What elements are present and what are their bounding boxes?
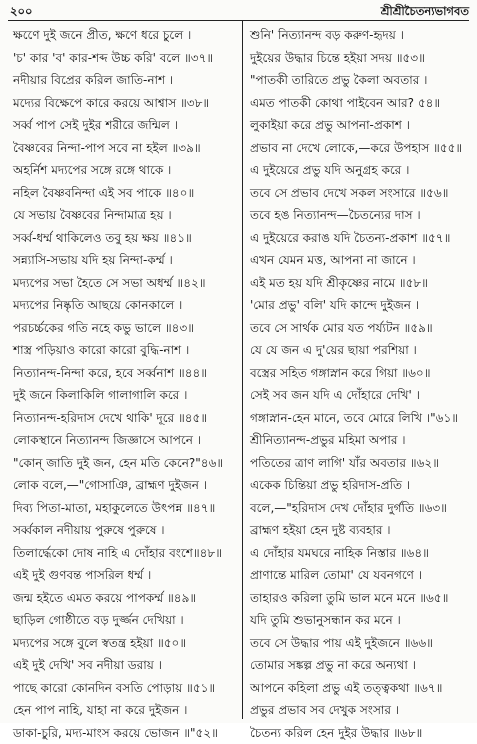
- right-verse-line: তাহারও করিলা তুমি ভাল মনে মনে ॥৬৫॥: [250, 587, 472, 610]
- right-verse-line: এ দুইয়েরে করাঙ যদি চৈতন্য-প্রকাশ ॥৫৭॥: [250, 227, 472, 250]
- book-title: শ্রীশ্রীচৈতন্যভাগবত: [381, 3, 469, 22]
- left-verse-line: দুই জনে কিলাকিলি গালাগালি করে ।: [13, 384, 247, 407]
- left-verse-line: শাস্ত্র পড়িয়াও কারো কারো বুদ্ধি-নাশ ।: [13, 339, 247, 362]
- right-verse-line: বলে,—"হরিদাস দেখ দোঁহার দুর্গতি ॥৬৩॥: [250, 497, 472, 520]
- left-verse-line: ছাড়িল গোষ্ঠীতে বড় দুর্জ্জন দেখিয়া ।: [13, 609, 247, 632]
- right-verse-line: এই মত হয় যদি শ্রীকৃষ্ণের নামে ॥৫৮॥: [250, 272, 472, 295]
- left-verse-line: সর্ব্বকাল নদীয়ায় পুরুষে পুরুষে ।: [13, 519, 247, 542]
- right-verse-line: পতিতের ত্রাণ লাগি' যাঁর অবতার ॥৬২॥: [250, 452, 472, 475]
- right-verse-line: দুইয়ের উদ্ধার চিন্তে হইয়া সদয় ॥৫৩॥: [250, 47, 472, 70]
- left-verse-line: সন্ন্যাসি-সভায় যদি হয় নিন্দা-কর্ম্ম ।: [13, 249, 247, 272]
- right-verse-line: তবে সে সার্থক মোর যত পর্য্যটন ॥৫৯॥: [250, 317, 472, 340]
- right-verse-line: তবে সে প্রভাব দেখে সকল সংসারে ॥৫৬॥: [250, 182, 472, 205]
- left-verse-line: মদ্যপের সঙ্গে বুলে স্বতন্ত্র হইয়া ॥৫০॥: [13, 632, 247, 655]
- right-verse-line: যে যে জন এ দু'য়ের ছায়া পরশিয়া ।: [250, 339, 472, 362]
- left-verse-line: 'চ' কার 'ব' কার-শব্দ উচ্চ করি' বলে ॥৩৭॥: [13, 47, 247, 70]
- right-verse-line: সেই সব জন যদি এ দোঁহারে দেখি' ।: [250, 384, 472, 407]
- right-verse-line: একেক চিন্তিয়া প্রভু হরিদাস-প্রতি ।: [250, 474, 472, 497]
- left-verse-line: নদীয়ার বিপ্রের করিল জাতি-নাশ ।: [13, 69, 247, 92]
- right-column: [250, 24, 472, 744]
- left-verse-line: ক্ষণেে দুই জনে প্রীত, ক্ষণে ধরে চুলে ।: [13, 24, 247, 47]
- right-verse-line: যদি তুমি শুভানুসন্ধান কর মনে ।: [250, 609, 472, 632]
- left-verse-line: বৈষ্ণবের নিন্দা-পাপ সবে না হইল ॥৩৯॥: [13, 137, 247, 160]
- right-verse-line: প্রাণান্তে মারিল তোমা' যে যবনগণে ।: [250, 564, 472, 587]
- right-verse-line: এ দুইয়েরে প্রভু যদি অনুগ্রহ করে ।: [250, 159, 472, 182]
- right-verse-line: এ দোঁহার যমঘরে নাহিক নিস্তার ॥৬৪॥: [250, 542, 472, 565]
- running-header: [10, 3, 469, 19]
- left-verse-line: দিব্য পিতা-মাতা, মহাকুলেতে উৎপন্ন ॥৪৭॥: [13, 497, 247, 520]
- right-verse-line: আপনে কহিলা প্রভু এই তত্ত্বকথা ॥৬৭॥: [250, 677, 472, 700]
- left-verse-line: পাছে কারো কোনদিন বসতি পোড়ায় ॥৫১॥: [13, 677, 247, 700]
- left-verse-line: এই দুই গুণবন্ত পাসরিল ধর্ম্ম ।: [13, 564, 247, 587]
- left-verse-line: সর্ব্ব-ধর্ম্ম থাকিলেও তবু হয় ক্ষয় ॥৪১॥: [13, 227, 247, 250]
- left-verse-line: ডাকা-চুরি, মদ্য-মাংস করয়ে ভোজন ॥"৫২॥: [13, 722, 247, 744]
- left-verse-line: "কোন্ জাতি দুই জন, হেন মতি কেনে?"৪৬॥: [13, 452, 247, 475]
- left-verse-line: হেন পাপ নাহি, যাহা না করে দুইজন ।: [13, 699, 247, 722]
- right-verse-line: ব্রাহ্মণ হইয়া হেন দুষ্ট ব্যবহার ।: [250, 519, 472, 542]
- right-verse-line: তবে সে উদ্ধার পায় এই দুইজনে ॥৬৬॥: [250, 632, 472, 655]
- left-verse-line: অহর্নিশ মদ্যপের সঙ্গে রঙ্গে থাকে ।: [13, 159, 247, 182]
- right-verse-line: শুনি' নিত্যানন্দ বড় করুণ-হৃদয় ।: [250, 24, 472, 47]
- right-verse-line: গঙ্গাস্নান-হেন মানে, তবে মোরে লিখি ।"৬১॥: [250, 407, 472, 430]
- right-verse-line: লুকাইয়া করে প্রভু আপনা-প্রকাশ ।: [250, 114, 472, 137]
- right-verse-line: চৈতন্য করিল হেন দুইর উদ্ধার ॥৬৮॥: [250, 722, 472, 744]
- right-verse-line: প্রভুর প্রভাব সব দেখুক সংসার ।: [250, 699, 472, 722]
- right-verse-line: 'মোর প্রভু' বলি' যদি কান্দে দুইজন ।: [250, 294, 472, 317]
- left-verse-line: সর্ব্ব পাপ সেই দুইর শরীরে জন্মিল ।: [13, 114, 247, 137]
- left-verse-line: লোক বলে,—"গোসাঞি, ব্রাহ্মণ দুইজন ।: [13, 474, 247, 497]
- left-verse-line: মদ্যপের নিষ্কৃতি আছয়ে কোনকালে ।: [13, 294, 247, 317]
- left-verse-line: মদ্যের বিক্ষেপে কারে করয়ে আশ্বাস ॥৩৮॥: [13, 92, 247, 115]
- left-verse-line: পরচর্চ্চকের গতি নহে কভু ভালে ॥৪৩॥: [13, 317, 247, 340]
- left-verse-line: মদ্যপের সভা হৈতে সে সভা অধর্ম্ম ॥৪২॥: [13, 272, 247, 295]
- left-verse-line: এই দুই দেখি' সব নদীয়া ডরায় ।: [13, 654, 247, 677]
- left-verse-line: নিত্যানন্দ-নিন্দা করে, হবে সর্ব্বনাশ ॥৪৪॥: [13, 362, 247, 385]
- left-verse-line: নিত্যানন্দ-হরিদাস দেখে থাকি' দূরে ॥৪৫॥: [13, 407, 247, 430]
- right-verse-line: শ্রীনিত্যানন্দ-প্রভুর মহিমা অপার ।: [250, 429, 472, 452]
- left-verse-line: তিলার্দ্ধেকো দোষ নাহি এ দোঁহার বংশে॥৪৮॥: [13, 542, 247, 565]
- left-verse-line: লোকস্থানে নিত্যানন্দ জিজ্ঞাসে আপনে ।: [13, 429, 247, 452]
- right-verse-line: এখন যেমন মত্ত, আপনা না জানে ।: [250, 249, 472, 272]
- right-verse-line: তবে হঙ নিত্যানন্দ—চৈতন্যের দাস ।: [250, 204, 472, 227]
- left-verse-line: যে সভায় বৈষ্ণবের নিন্দামাত্র হয় ।: [13, 204, 247, 227]
- left-verse-line: নহিল বৈষ্ণবনিন্দা এই সব পাকে ॥৪০॥: [13, 182, 247, 205]
- right-verse-line: তোমার সঙ্কল্প প্রভু না করে অন্যথা ।: [250, 654, 472, 677]
- left-column: [13, 24, 247, 744]
- page-number: ২০০: [10, 3, 32, 22]
- right-verse-line: "পাতকী তারিতে প্রভু কৈলা অবতার ।: [250, 69, 472, 92]
- header-rule: [8, 20, 469, 21]
- right-verse-line: প্রভাব না দেখে লোকে,—করে উপহাস ॥৫৫॥: [250, 137, 472, 160]
- right-verse-line: এমত পাতকী কোথা পাইবেন আর? ৫৪॥: [250, 92, 472, 115]
- left-verse-line: জন্ম হইতে এমত করয়ে পাপকর্ম্ম ॥৪৯॥: [13, 587, 247, 610]
- right-verse-line: বস্ত্রের সহিত গঙ্গাস্নান করে গিয়া ॥৬০॥: [250, 362, 472, 385]
